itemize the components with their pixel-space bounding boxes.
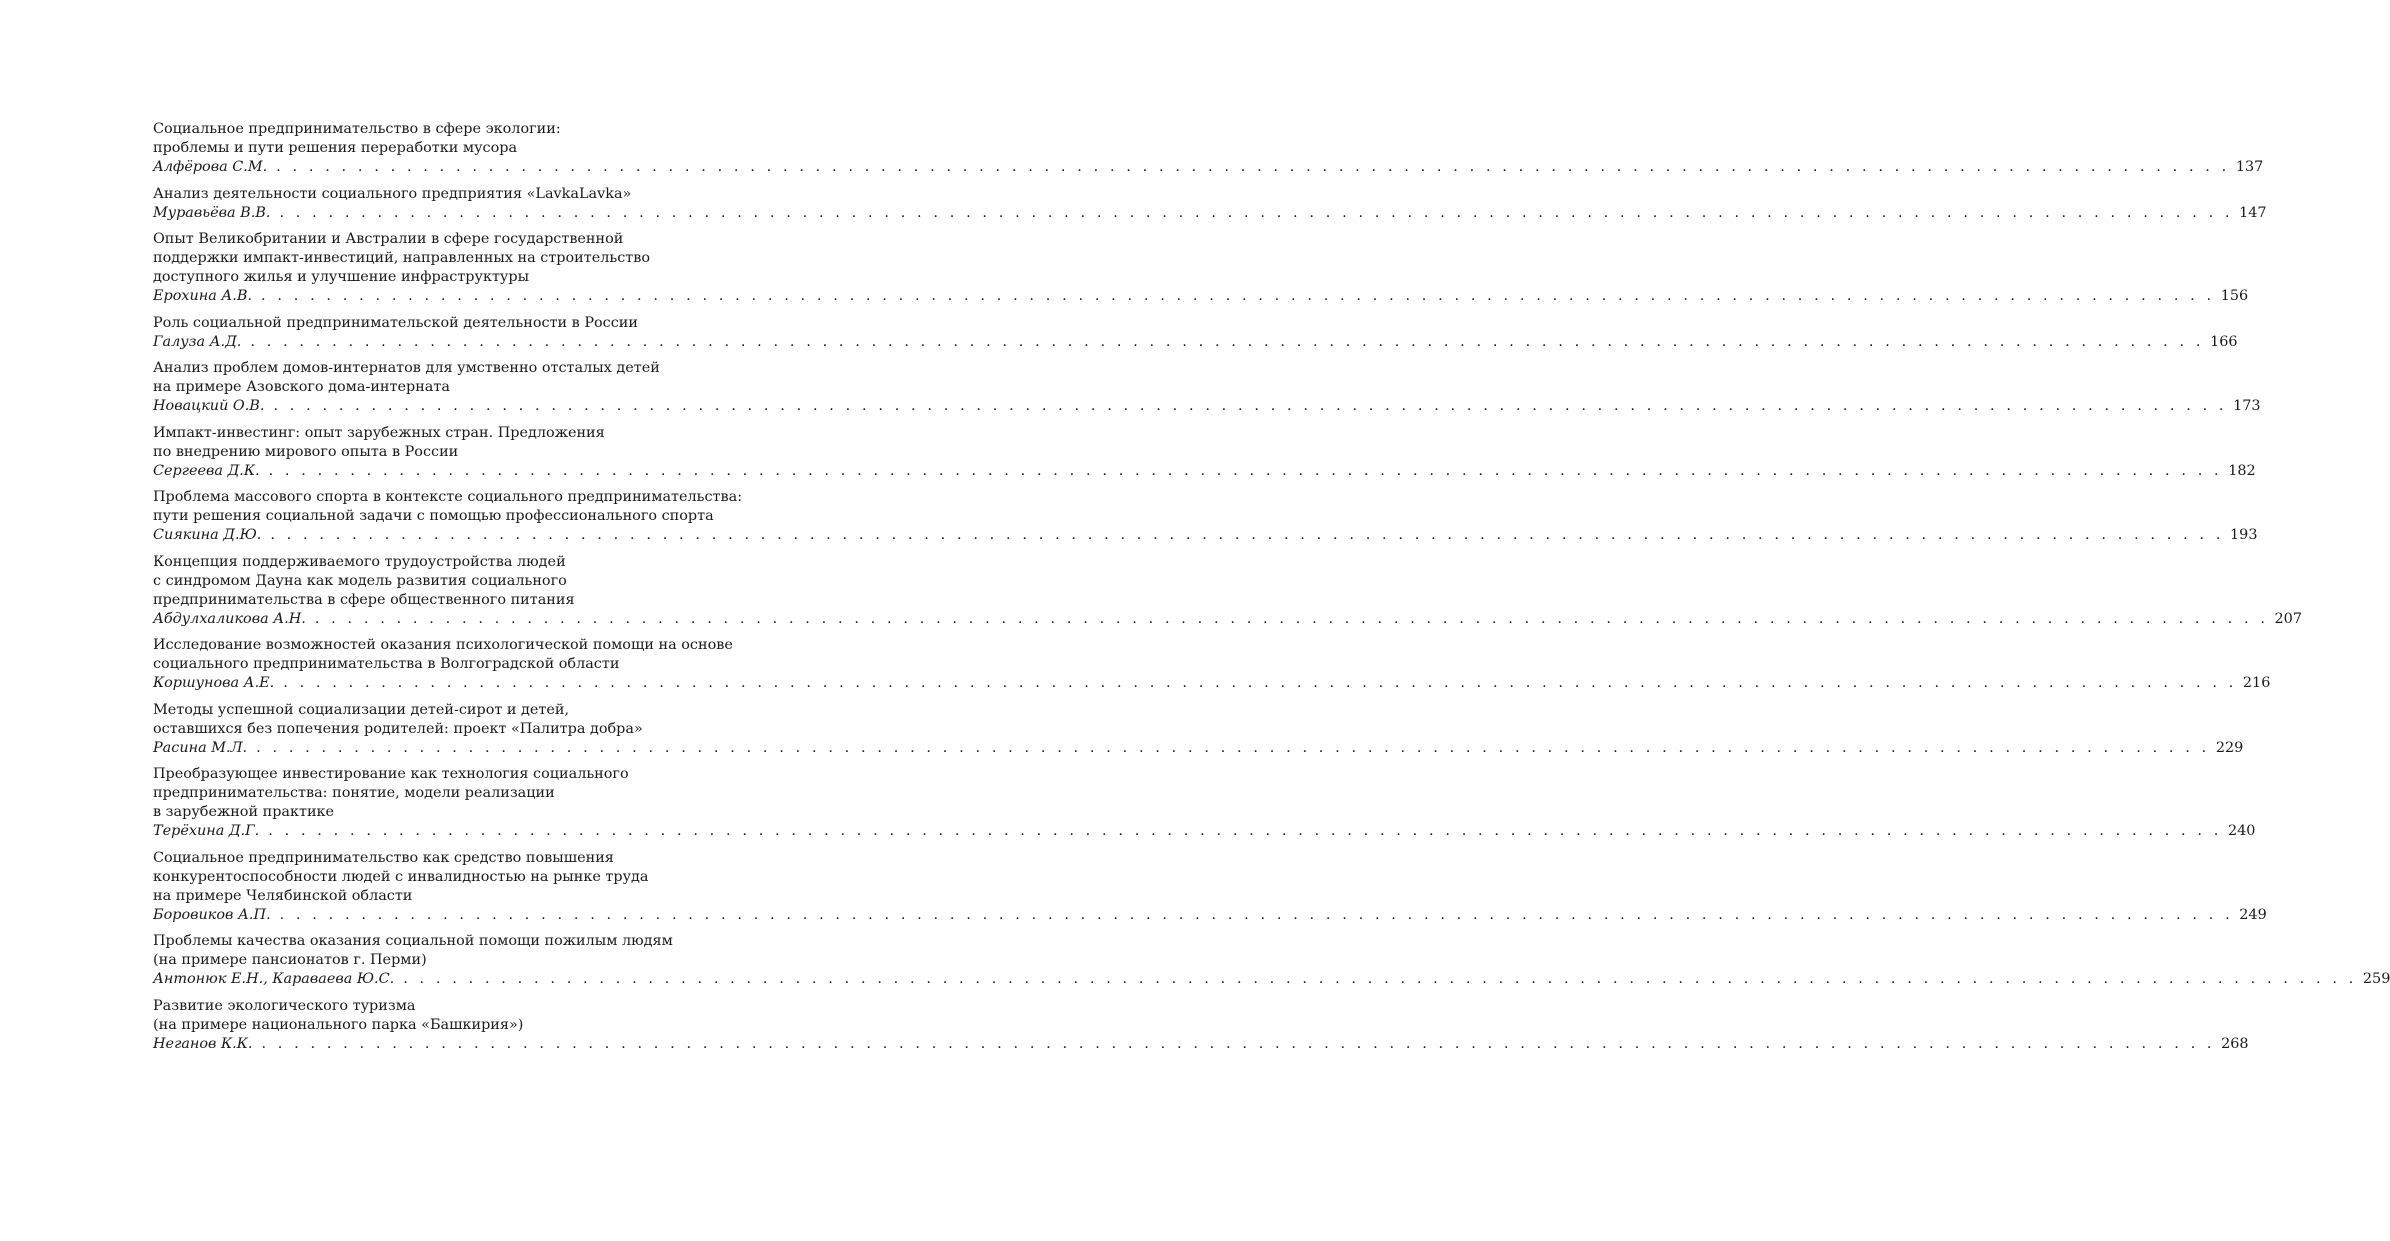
dot-leader: . . . . . . . . . . . . . . . . . . . . . . . . . . . . . . . . . . . . . . . . . . . . . . . . . . . . . . . . . . . . . . . . . . . . . . . . . . . . . . . . . . . . . . . . . . . . . . . . . . . . . . . . . . . . . . . . . . . . . . . . bbox=[270, 527, 2225, 543]
toc-entry-title-line: Социальное предпринимательство как средство повышения bbox=[153, 849, 614, 866]
toc-entry bbox=[153, 932, 2390, 989]
toc-entry-author-row bbox=[153, 526, 2258, 545]
toc-entry-author-row bbox=[153, 674, 2271, 693]
toc-entry-author-row bbox=[153, 970, 2390, 989]
toc-entry-page-number: 259 bbox=[2362, 971, 2390, 987]
toc-entry-title-line: (на примере пансионатов г. Перми) bbox=[153, 952, 427, 968]
toc-entry bbox=[153, 849, 2267, 925]
toc-entry-page-number: 147 bbox=[2239, 204, 2267, 221]
toc-entry bbox=[153, 185, 2267, 223]
toc-entry-author: Новацкий О.В. bbox=[153, 398, 265, 414]
toc-entry-title-line: по внедрению мирового опыта в России bbox=[153, 443, 459, 460]
toc-entry-author: Сергеева Д.К. bbox=[153, 462, 260, 479]
toc-entry-page-number: 268 bbox=[2221, 1035, 2249, 1052]
toc-entry-author-row bbox=[153, 204, 2267, 223]
toc-entry-page-number: 249 bbox=[2239, 906, 2267, 923]
toc-entry-title-line: (на примере национального парка «Башкирия») bbox=[153, 1016, 524, 1033]
toc-entry-title-line: в зарубежной практике bbox=[153, 804, 335, 820]
toc-entry-title-line: предпринимательства в сфере общественного питания bbox=[153, 591, 575, 608]
toc-entry-author-row bbox=[153, 158, 2264, 177]
toc-entry-title-line: с синдромом Дауна как модель развития социального bbox=[153, 572, 567, 589]
toc-entry-author-row bbox=[153, 287, 2249, 306]
toc-entry-title-line: поддержки импакт-инвестиций, направленных на строительство bbox=[153, 250, 650, 266]
dot-leader: . . . . . . . . . . . . . . . . . . . . . . . . . . . . . . . . . . . . . . . . . . . . . . . . . . . . . . . . . . . . . . . . . . . . . . . . . . . . . . . . . . . . . . . . . . . . . . . . . . . . . . . . . . . . . . . . . . . . . . . . bbox=[268, 823, 2222, 839]
toc-entry-title-line: Проблемы качества оказания социальной помощи пожилым людям bbox=[153, 933, 673, 949]
toc-entry-author-row bbox=[153, 906, 2267, 925]
dot-leader: . . . . . . . . . . . . . . . . . . . . . . . . . . . . . . . . . . . . . . . . . . . . . . . . . . . . . . . . . . . . . . . . . . . . . . . . . . . . . . . . . . . . . . . . . . . . . . . . . . . . . . . . . . . . . . . . . . . . . . . . bbox=[256, 739, 2210, 756]
dot-leader: . . . . . . . . . . . . . . . . . . . . . . . . . . . . . . . . . . . . . . . . . . . . . . . . . . . . . . . . . . . . . . . . . . . . . . . . . . . . . . . . . . . . . . . . . . . . . . . . . . . . . . . . . . . . . . . . . . . . . . . . bbox=[314, 610, 2269, 627]
toc-entry-page-number: 182 bbox=[2228, 462, 2256, 479]
toc-entry-author-row bbox=[153, 397, 2261, 416]
toc-entry-author: Сиякина Д.Ю. bbox=[153, 527, 262, 543]
toc-entry bbox=[153, 424, 2256, 481]
toc-entry-title-line: конкурентоспособности людей с инвалидностью на рынке труда bbox=[153, 868, 649, 885]
dot-leader: . . . . . . . . . . . . . . . . . . . . . . . . . . . . . . . . . . . . . . . . . . . . . . . . . . . . . . . . . . . . . . . . . . . . . . . . . . . . . . . . . . . . . . . . . . . . . . . . . . . . . . . . . . . . . . . . . . . . . . . . bbox=[250, 333, 2205, 350]
toc-entry-title-line: Анализ деятельности социального предприятия «LavkaLavka» bbox=[153, 185, 632, 202]
toc-entry-title-line: Концепция поддерживаемого трудоустройства людей bbox=[153, 553, 566, 570]
dot-leader: . . . . . . . . . . . . . . . . . . . . . . . . . . . . . . . . . . . . . . . . . . . . . . . . . . . . . . . . . . . . . . . . . . . . . . . . . . . . . . . . . . . . . . . . . . . . . . . . . . . . . . . . . . . . . . . . . . . . . . . . bbox=[261, 288, 2215, 304]
toc-entry-author: Муравьёва В.В. bbox=[153, 204, 271, 221]
toc-entry bbox=[153, 553, 2302, 629]
dot-leader: . . . . . . . . . . . . . . . . . . . . . . . . . . . . . . . . . . . . . . . . . . . . . . . . . . . . . . . . . . . . . . . . . . . . . . . . . . . . . . . . . . . . . . . . . . . . . . . . . . . . . . . . . . . . . . . . . . . . . . . . bbox=[276, 159, 2230, 175]
toc-entry-page-number: 193 bbox=[2230, 527, 2258, 543]
toc-entry-title-line: Проблема массового спорта в контексте социального предпринимательства: bbox=[153, 489, 743, 505]
toc-entry-page-number: 207 bbox=[2274, 610, 2302, 627]
toc-entry-author-row bbox=[153, 610, 2302, 629]
toc-entry bbox=[153, 765, 2256, 841]
toc-entry-author-row bbox=[153, 739, 2244, 758]
dot-leader: . . . . . . . . . . . . . . . . . . . . . . . . . . . . . . . . . . . . . . . . . . . . . . . . . . . . . . . . . . . . . . . . . . . . . . . . . . . . . . . . . . . . . . . . . . . . . . . . . . . . . . . . . . . . . . . . . . . . . . . . bbox=[279, 906, 2234, 923]
toc-entry-author: Антонюк Е.Н., Караваева Ю.С. bbox=[153, 971, 395, 987]
toc-entry-author: Расина М.Л. bbox=[153, 739, 248, 756]
toc-entry-author: Боровиков А.П. bbox=[153, 906, 271, 923]
dot-leader: . . . . . . . . . . . . . . . . . . . . . . . . . . . . . . . . . . . . . . . . . . . . . . . . . . . . . . . . . . . . . . . . . . . . . . . . . . . . . . . . . . . . . . . . . . . . . . . . . . . . . . . . . . . . . . . . . . . . . . . . bbox=[283, 675, 2237, 691]
toc-entry-title-line: Методы успешной социализации детей-сирот и детей, bbox=[153, 701, 570, 718]
toc-entry-title-line: Социальное предпринимательство в сфере экологии: bbox=[153, 121, 561, 137]
dot-leader: . . . . . . . . . . . . . . . . . . . . . . . . . . . . . . . . . . . . . . . . . . . . . . . . . . . . . . . . . . . . . . . . . . . . . . . . . . . . . . . . . . . . . . . . . . . . . . . . . . . . . . . . . . . . . . . . . . . . . . . . bbox=[273, 398, 2228, 414]
dot-leader: . . . . . . . . . . . . . . . . . . . . . . . . . . . . . . . . . . . . . . . . . . . . . . . . . . . . . . . . . . . . . . . . . . . . . . . . . . . . . . . . . . . . . . . . . . . . . . . . . . . . . . . . . . . . . . . . . . . . . . . . bbox=[403, 971, 2357, 987]
toc-entry bbox=[153, 701, 2244, 758]
toc-entry-title-line: социального предпринимательства в Волгоградской области bbox=[153, 656, 620, 672]
toc-entry-title-line: доступного жилья и улучшение инфраструктуры bbox=[153, 269, 530, 285]
toc-entry-page-number: 240 bbox=[2227, 823, 2256, 839]
toc-entry-title-line: Преобразующее инвестирование как технология социального bbox=[153, 766, 629, 782]
toc-entry-author-row bbox=[153, 333, 2238, 352]
toc-entry-author: Неганов К.К. bbox=[153, 1035, 253, 1052]
toc-entry-title-line: на примере Челябинской области bbox=[153, 887, 413, 904]
toc-entry bbox=[153, 120, 2264, 177]
toc-entry-author: Коршунова А.Е. bbox=[153, 675, 275, 691]
toc-entry-title-line: Развитие экологического туризма bbox=[153, 997, 416, 1014]
toc-entry bbox=[153, 488, 2258, 545]
toc-entry-title-line: пути решения социальной задачи с помощью профессионального спорта bbox=[153, 508, 714, 524]
toc-entry-title-line: на примере Азовского дома-интерната bbox=[153, 379, 450, 395]
toc-entry-author: Алфёрова С.М. bbox=[153, 159, 268, 175]
toc-entry-author: Ерохина А.В. bbox=[153, 288, 253, 304]
table-of-contents bbox=[153, 120, 2390, 1061]
toc-entry-author: Абдулхаликова А.Н. bbox=[153, 610, 306, 627]
toc-entry-title-line: проблемы и пути решения переработки мусора bbox=[153, 140, 518, 156]
dot-leader: . . . . . . . . . . . . . . . . . . . . . . . . . . . . . . . . . . . . . . . . . . . . . . . . . . . . . . . . . . . . . . . . . . . . . . . . . . . . . . . . . . . . . . . . . . . . . . . . . . . . . . . . . . . . . . . . . . . . . . . . bbox=[268, 462, 2223, 479]
toc-entry bbox=[153, 314, 2238, 352]
toc-entry bbox=[153, 636, 2271, 693]
toc-entry-title-line: Роль социальной предпринимательской деятельности в России bbox=[153, 314, 638, 331]
toc-entry-author-row bbox=[153, 1035, 2249, 1054]
toc-entry-page-number: 229 bbox=[2215, 739, 2244, 756]
toc-entry-title-line: предпринимательства: понятие, модели реализации bbox=[153, 785, 555, 801]
toc-entry-title-line: Импакт-инвестинг: опыт зарубежных стран. Предложения bbox=[153, 424, 605, 441]
toc-entry-title-line: Анализ проблем домов-интернатов для умственно отсталых детей bbox=[153, 360, 660, 376]
dot-leader: . . . . . . . . . . . . . . . . . . . . . . . . . . . . . . . . . . . . . . . . . . . . . . . . . . . . . . . . . . . . . . . . . . . . . . . . . . . . . . . . . . . . . . . . . . . . . . . . . . . . . . . . . . . . . . . . . . . . . . . . bbox=[279, 204, 2234, 221]
toc-entry-author: Терёхина Д.Г. bbox=[153, 823, 260, 839]
toc-entry-page-number: 173 bbox=[2233, 398, 2261, 414]
toc-entry-author: Галуза А.Д. bbox=[153, 333, 242, 350]
toc-entry-page-number: 166 bbox=[2210, 333, 2238, 350]
toc-entry-author-row bbox=[153, 462, 2256, 481]
toc-entry bbox=[153, 230, 2249, 306]
toc-entry-page-number: 216 bbox=[2242, 675, 2271, 691]
toc-entry-title-line: Опыт Великобритании и Австралии в сфере государственной bbox=[153, 231, 624, 247]
toc-entry-page-number: 156 bbox=[2220, 288, 2249, 304]
toc-entry-page-number: 137 bbox=[2235, 159, 2264, 175]
toc-entry bbox=[153, 359, 2261, 416]
toc-entry-title-line: оставшихся без попечения родителей: проект «Палитра добра» bbox=[153, 720, 643, 737]
toc-entry-title-line: Исследование возможностей оказания психологической помощи на основе bbox=[153, 637, 733, 653]
toc-entry-author-row bbox=[153, 822, 2256, 841]
dot-leader: . . . . . . . . . . . . . . . . . . . . . . . . . . . . . . . . . . . . . . . . . . . . . . . . . . . . . . . . . . . . . . . . . . . . . . . . . . . . . . . . . . . . . . . . . . . . . . . . . . . . . . . . . . . . . . . . . . . . . . . . bbox=[261, 1035, 2216, 1052]
toc-entry bbox=[153, 997, 2249, 1054]
